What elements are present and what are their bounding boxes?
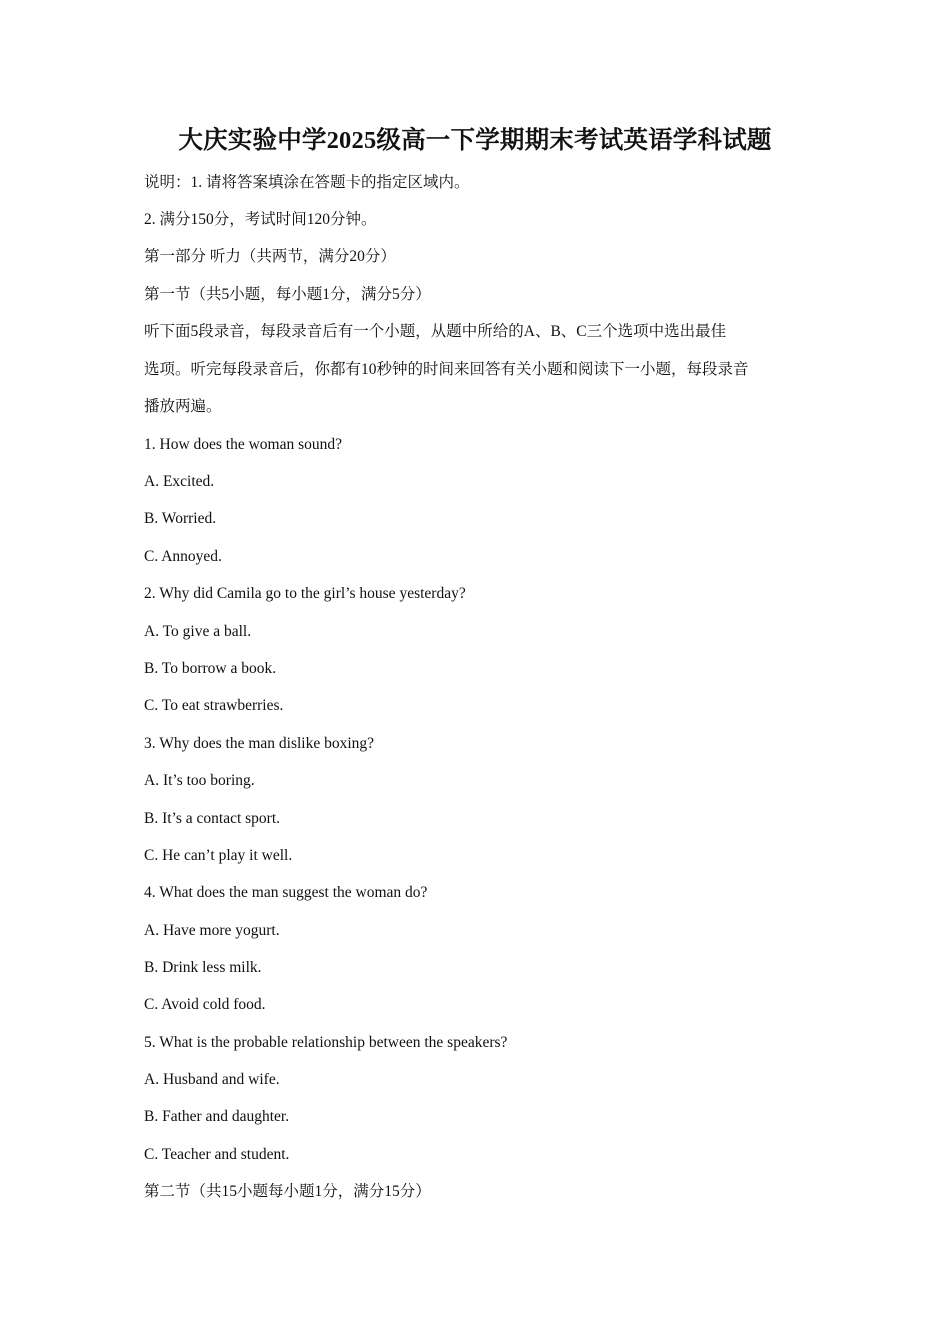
page-title: 大庆实验中学2025级高一下学期期末考试英语学科试题 [178,127,772,154]
instructions-line-2: 2. 满分150分，考试时间120分钟。 [144,211,377,228]
question-2-option-c: C. To eat strawberries. [144,697,284,714]
question-3: 3. Why does the man dislike boxing? [144,735,375,752]
question-2: 2. Why did Camila go to the girl’s house yesterday? [144,585,466,602]
question-1-option-b: B. Worried. [144,510,217,527]
question-1-option-a: A. Excited. [144,473,215,490]
directions-line-2: 选项。听完每段录音后，你都有10秒钟的时间来回答有关小题和阅读下一小题，每段录音 [144,361,749,378]
instructions-line-1: 说明：1. 请将答案填涂在答题卡的指定区域内。 [144,174,470,191]
question-5-option-c: C. Teacher and student. [144,1146,290,1163]
question-1-option-c: C. Annoyed. [144,548,222,565]
question-5: 5. What is the probable relationship between the speakers? [144,1034,508,1051]
section-two-heading: 第二节（共15小题每小题1分，满分15分） [144,1183,431,1200]
directions-line-1: 听下面5段录音，每段录音后有一个小题，从题中所给的A、B、C三个选项中选出最佳 [144,323,727,340]
question-5-option-b: B. Father and daughter. [144,1108,290,1125]
question-2-option-b: B. To borrow a book. [144,660,277,677]
question-3-option-b: B. It’s a contact sport. [144,810,281,827]
question-4-option-b: B. Drink less milk. [144,959,262,976]
directions-line-3: 播放两遍。 [144,398,222,415]
question-3-option-a: A. It’s too boring. [144,772,255,789]
question-2-option-a: A. To give a ball. [144,623,252,640]
question-4-option-c: C. Avoid cold food. [144,996,266,1013]
question-1: 1. How does the woman sound? [144,436,343,453]
part-one-heading: 第一部分 听力（共两节，满分20分） [144,248,396,265]
question-5-option-a: A. Husband and wife. [144,1071,280,1088]
question-4: 4. What does the man suggest the woman do? [144,884,428,901]
question-3-option-c: C. He can’t play it well. [144,847,293,864]
question-4-option-a: A. Have more yogurt. [144,922,280,939]
section-one-heading: 第一节（共5小题，每小题1分，满分5分） [144,286,431,303]
